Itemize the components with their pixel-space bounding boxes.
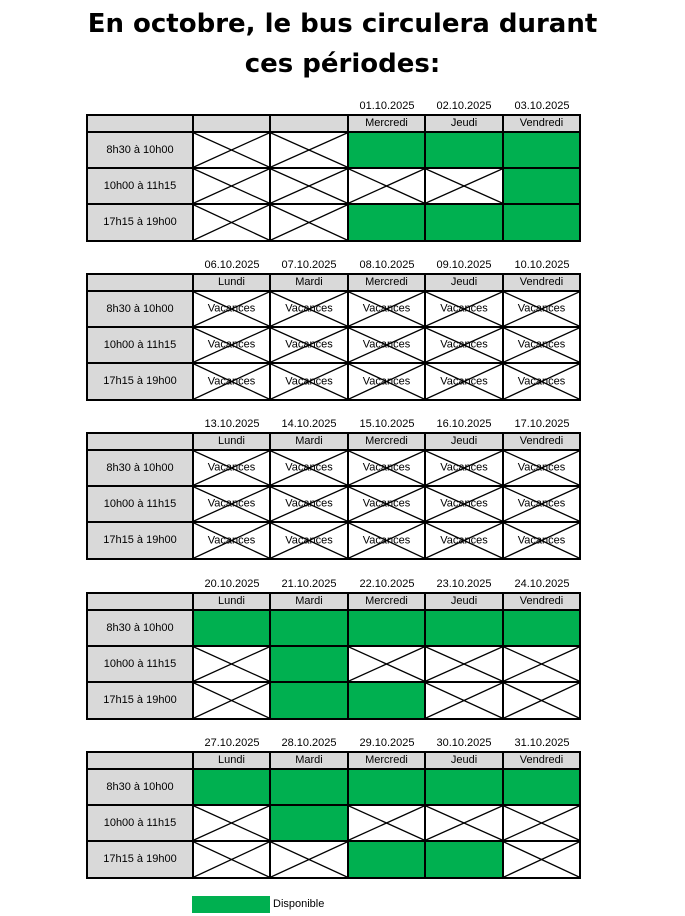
day-name: Mardi <box>295 754 323 766</box>
available-cell <box>271 770 347 804</box>
day-header-cell <box>349 753 424 768</box>
unavailable-cell <box>271 205 347 240</box>
time-slot-label: 10h00 à 11h15 <box>103 658 177 670</box>
vacation-label: Vacances <box>207 497 256 510</box>
day-header-cell <box>349 434 424 449</box>
date-label: 08.10.2025 <box>359 259 415 271</box>
vacation-label: Vacances <box>285 302 333 315</box>
unavailable-cell <box>349 169 424 203</box>
time-slot-cell <box>88 487 192 521</box>
time-slot-cell <box>88 647 192 681</box>
available-cell <box>271 806 347 840</box>
unavailable-cell <box>194 647 269 681</box>
time-slot-cell <box>88 169 192 203</box>
unavailable-cell <box>504 842 579 877</box>
day-name: Lundi <box>218 595 245 607</box>
time-slot-cell <box>88 611 192 645</box>
vacation-label: Vacances <box>517 497 566 510</box>
day-name: Mercredi <box>365 435 408 447</box>
unavailable-cell <box>349 806 424 840</box>
day-header-cell <box>426 434 502 449</box>
day-name: Mardi <box>295 435 323 447</box>
cross-mark-icon <box>271 169 347 203</box>
unavailable-cell <box>271 842 347 877</box>
day-name: Mardi <box>295 276 323 288</box>
vacation-label: Vacances <box>207 338 256 351</box>
day-name: Vendredi <box>519 595 564 607</box>
day-name: Mercredi <box>365 595 408 607</box>
cross-mark-icon <box>349 647 424 681</box>
time-slot-label: 8h30 à 10h00 <box>106 781 174 793</box>
date-label: 17.10.2025 <box>514 418 570 430</box>
available-cell <box>426 611 502 645</box>
vacation-label: Vacances <box>285 497 333 510</box>
vacation-cell <box>426 364 502 399</box>
vacation-label: Vacances <box>517 534 566 546</box>
week-table <box>0 100 685 245</box>
day-header-cell <box>426 275 502 290</box>
cross-mark-icon <box>504 647 579 681</box>
vacation-label: Vacances <box>517 375 566 387</box>
day-header-cell <box>271 594 347 609</box>
day-header-cell <box>194 275 269 290</box>
unavailable-cell <box>271 169 347 203</box>
date-label: 15.10.2025 <box>359 418 415 430</box>
title-line-1: En octobre, le bus circulera durant <box>87 9 598 39</box>
day-header-cell <box>194 116 269 131</box>
available-cell <box>271 683 347 718</box>
title-line-2: ces périodes: <box>244 49 441 79</box>
available-cell <box>426 770 502 804</box>
time-slot-label: 17h15 à 19h00 <box>103 853 177 865</box>
vacation-label: Vacances <box>362 534 411 546</box>
vacation-cell <box>426 487 502 521</box>
vacation-label: Vacances <box>285 375 333 387</box>
cross-mark-icon <box>194 806 269 840</box>
day-header-cell <box>426 594 502 609</box>
time-slot-cell <box>88 806 192 840</box>
unavailable-cell <box>426 169 502 203</box>
available-cell <box>194 611 269 645</box>
week-table <box>0 259 685 404</box>
cross-mark-icon <box>504 842 579 877</box>
cross-mark-icon <box>271 205 347 240</box>
unavailable-cell <box>426 683 502 718</box>
day-name: Vendredi <box>519 117 564 129</box>
vacation-label: Vacances <box>517 461 566 474</box>
cross-mark-icon <box>426 647 502 681</box>
cross-mark-icon <box>349 169 424 203</box>
day-header-cell <box>194 594 269 609</box>
vacation-cell <box>349 292 424 326</box>
time-slot-cell <box>88 523 192 558</box>
available-cell <box>426 133 502 167</box>
time-slot-label: 8h30 à 10h00 <box>106 462 174 474</box>
day-header-cell <box>194 753 269 768</box>
time-slot-cell <box>88 842 192 877</box>
vacation-cell <box>271 364 347 399</box>
header-corner-cell <box>88 434 192 449</box>
time-slot-cell <box>88 770 192 804</box>
date-label: 21.10.2025 <box>281 578 337 590</box>
vacation-cell <box>271 487 347 521</box>
cross-mark-icon <box>194 647 269 681</box>
time-slot-cell <box>88 364 192 399</box>
available-cell <box>271 647 347 681</box>
vacation-cell <box>194 487 269 521</box>
available-cell <box>504 169 579 203</box>
date-label: 03.10.2025 <box>514 100 570 112</box>
day-header-cell <box>426 116 502 131</box>
time-slot-cell <box>88 133 192 167</box>
unavailable-cell <box>504 806 579 840</box>
time-slot-label: 17h15 à 19h00 <box>103 534 177 546</box>
unavailable-cell <box>194 842 269 877</box>
cross-mark-icon <box>426 169 502 203</box>
date-label: 31.10.2025 <box>514 737 570 749</box>
header-corner-cell <box>88 275 192 290</box>
day-name: Mardi <box>295 595 323 607</box>
day-header-cell <box>349 594 424 609</box>
vacation-label: Vacances <box>440 497 488 510</box>
schedule-grid <box>86 592 581 720</box>
date-label: 06.10.2025 <box>204 259 260 271</box>
date-label: 30.10.2025 <box>436 737 492 749</box>
cross-mark-icon <box>194 205 269 240</box>
vacation-label: Vacances <box>440 534 488 546</box>
date-label: 10.10.2025 <box>514 259 570 271</box>
day-header-cell <box>349 275 424 290</box>
header-corner-cell <box>88 116 192 131</box>
vacation-label: Vacances <box>207 534 256 546</box>
vacation-cell <box>426 451 502 485</box>
cross-mark-icon <box>426 683 502 718</box>
vacation-cell <box>504 364 579 399</box>
time-slot-label: 8h30 à 10h00 <box>106 622 174 634</box>
schedule-grid <box>86 751 581 879</box>
day-header-cell <box>504 116 579 131</box>
time-slot-label: 10h00 à 11h15 <box>103 339 177 351</box>
vacation-label: Vacances <box>285 534 333 546</box>
vacation-label: Vacances <box>517 302 566 315</box>
cross-mark-icon <box>504 806 579 840</box>
time-slot-label: 10h00 à 11h15 <box>103 180 177 192</box>
vacation-cell <box>349 487 424 521</box>
week-table <box>0 737 685 882</box>
day-name: Jeudi <box>450 754 478 766</box>
vacation-cell <box>504 292 579 326</box>
unavailable-cell <box>194 205 269 240</box>
vacation-label: Vacances <box>362 302 411 315</box>
day-header-cell <box>426 753 502 768</box>
date-label: 27.10.2025 <box>204 737 260 749</box>
unavailable-cell <box>194 683 269 718</box>
cross-mark-icon <box>271 842 347 877</box>
available-cell <box>349 611 424 645</box>
day-name: Vendredi <box>519 754 564 766</box>
date-label: 23.10.2025 <box>436 578 492 590</box>
day-name: Mercredi <box>365 276 408 288</box>
day-header-cell <box>194 434 269 449</box>
time-slot-cell <box>88 451 192 485</box>
vacation-cell <box>271 292 347 326</box>
date-label: 09.10.2025 <box>436 259 492 271</box>
cross-mark-icon <box>194 842 269 877</box>
day-name: Vendredi <box>519 435 564 447</box>
vacation-label: Vacances <box>362 375 411 387</box>
day-header-cell <box>504 275 579 290</box>
day-name: Lundi <box>218 435 245 447</box>
available-cell <box>349 770 424 804</box>
vacation-cell <box>349 523 424 558</box>
unavailable-cell <box>504 647 579 681</box>
vacation-cell <box>426 292 502 326</box>
day-header-cell <box>349 116 424 131</box>
vacation-label: Vacances <box>440 338 488 351</box>
unavailable-cell <box>271 133 347 167</box>
vacation-label: Vacances <box>362 461 411 474</box>
time-slot-label: 8h30 à 10h00 <box>106 303 174 315</box>
vacation-label: Vacances <box>517 338 566 351</box>
unavailable-cell <box>194 133 269 167</box>
day-name: Jeudi <box>450 595 478 607</box>
day-name: Lundi <box>218 754 245 766</box>
time-slot-label: 8h30 à 10h00 <box>106 144 174 156</box>
date-label: 14.10.2025 <box>281 418 337 430</box>
cross-mark-icon <box>349 806 424 840</box>
vacation-cell <box>504 487 579 521</box>
available-cell <box>504 133 579 167</box>
vacation-cell <box>349 451 424 485</box>
unavailable-cell <box>426 647 502 681</box>
time-slot-cell <box>88 205 192 240</box>
cross-mark-icon <box>271 133 347 167</box>
day-header-cell <box>271 116 347 131</box>
available-cell <box>349 133 424 167</box>
page-title <box>0 4 685 84</box>
header-corner-cell <box>88 594 192 609</box>
available-cell <box>349 205 424 240</box>
unavailable-cell <box>194 806 269 840</box>
vacation-label: Vacances <box>362 338 411 351</box>
time-slot-label: 17h15 à 19h00 <box>103 375 177 387</box>
available-cell <box>271 611 347 645</box>
schedule-grid <box>86 273 581 401</box>
week-table <box>0 578 685 723</box>
day-name: Mercredi <box>365 754 408 766</box>
available-cell <box>504 611 579 645</box>
time-slot-cell <box>88 328 192 362</box>
cross-mark-icon <box>194 133 269 167</box>
date-label: 02.10.2025 <box>436 100 492 112</box>
date-label: 20.10.2025 <box>204 578 260 590</box>
date-label: 07.10.2025 <box>281 259 337 271</box>
vacation-label: Vacances <box>207 302 256 315</box>
cross-mark-icon <box>194 169 269 203</box>
day-header-cell <box>504 753 579 768</box>
day-header-cell <box>504 594 579 609</box>
vacation-label: Vacances <box>207 461 256 474</box>
day-name: Jeudi <box>450 117 478 129</box>
vacation-cell <box>504 451 579 485</box>
date-label: 22.10.2025 <box>359 578 415 590</box>
vacation-label: Vacances <box>285 338 333 351</box>
cross-mark-icon <box>426 806 502 840</box>
available-cell <box>194 770 269 804</box>
cross-mark-icon <box>504 683 579 718</box>
available-cell <box>504 770 579 804</box>
vacation-label: Vacances <box>285 461 333 474</box>
vacation-label: Vacances <box>440 461 488 474</box>
date-label: 01.10.2025 <box>359 100 415 112</box>
schedule-grid <box>86 114 581 242</box>
day-header-cell <box>271 275 347 290</box>
vacation-cell <box>194 364 269 399</box>
available-cell <box>349 842 424 877</box>
available-cell <box>426 205 502 240</box>
day-name: Mercredi <box>365 117 408 129</box>
unavailable-cell <box>349 647 424 681</box>
day-header-cell <box>271 753 347 768</box>
available-cell <box>349 683 424 718</box>
vacation-label: Vacances <box>440 302 488 315</box>
day-name: Vendredi <box>519 276 564 288</box>
cross-mark-icon <box>194 683 269 718</box>
unavailable-cell <box>504 683 579 718</box>
day-name: Lundi <box>218 276 245 288</box>
vacation-cell <box>271 328 347 362</box>
vacation-label: Vacances <box>207 375 256 387</box>
vacation-cell <box>504 523 579 558</box>
vacation-cell <box>194 523 269 558</box>
date-label: 16.10.2025 <box>436 418 492 430</box>
day-name: Jeudi <box>450 435 478 447</box>
day-name: Jeudi <box>450 276 478 288</box>
time-slot-cell <box>88 292 192 326</box>
schedule-grid <box>86 432 581 560</box>
day-header-cell <box>271 434 347 449</box>
date-label: 28.10.2025 <box>281 737 337 749</box>
day-header-cell <box>504 434 579 449</box>
date-label: 24.10.2025 <box>514 578 570 590</box>
vacation-cell <box>271 523 347 558</box>
time-slot-label: 17h15 à 19h00 <box>103 216 177 228</box>
vacation-cell <box>349 364 424 399</box>
week-table <box>0 418 685 563</box>
vacation-cell <box>194 292 269 326</box>
vacation-cell <box>349 328 424 362</box>
date-label: 29.10.2025 <box>359 737 415 749</box>
time-slot-label: 17h15 à 19h00 <box>103 694 177 706</box>
header-corner-cell <box>88 753 192 768</box>
available-cell <box>504 205 579 240</box>
available-cell <box>426 842 502 877</box>
time-slot-label: 10h00 à 11h15 <box>103 817 177 829</box>
vacation-cell <box>271 451 347 485</box>
unavailable-cell <box>194 169 269 203</box>
vacation-label: Vacances <box>362 497 411 510</box>
vacation-cell <box>426 523 502 558</box>
time-slot-cell <box>88 683 192 718</box>
legend-label: Disponible <box>273 898 325 910</box>
time-slot-label: 10h00 à 11h15 <box>103 498 177 510</box>
vacation-label: Vacances <box>440 375 488 387</box>
vacation-cell <box>426 328 502 362</box>
date-label: 13.10.2025 <box>204 418 260 430</box>
vacation-cell <box>504 328 579 362</box>
vacation-cell <box>194 328 269 362</box>
legend-swatch-available <box>192 896 270 913</box>
vacation-cell <box>194 451 269 485</box>
unavailable-cell <box>426 806 502 840</box>
